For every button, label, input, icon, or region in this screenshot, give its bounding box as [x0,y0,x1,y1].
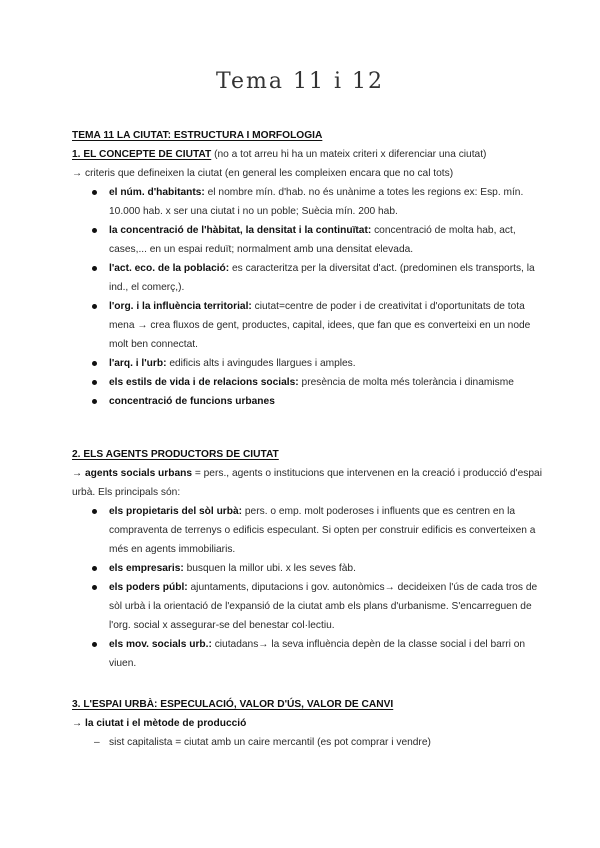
item-term: el núm. d'habitants: [109,187,205,198]
item-term: l'arq. i l'urb: [109,358,167,369]
item-text: busquen la millor ubi. x les seves fàb. [183,563,356,574]
main-heading: TEMA 11 LA CIUTAT: ESTRUCTURA I MORFOLOGIA [72,130,323,141]
section-2-intro-term: → agents socials urbans [72,468,193,479]
item-text: ciutat=centre de poder i de creativitat i d'oportunitats de tota mena → crea fluxos de gent, productes, capital, idees, que fan que es converteixi en un node molt ben connectat. [109,301,531,350]
item-term: els propietaris del sòl urbà: [109,506,243,517]
list-item [72,354,542,373]
item-text: pers. o emp. molt poderoses i influents que es centren en la compraventa de terrenys o edificis especulant. Si opten per construir edificis es converteixen a més en agents immobiliaris. [109,506,536,555]
list-item [72,578,542,635]
list-item [72,183,542,221]
item-term: l'org. i la influència territorial: [109,301,252,312]
section-2 [72,445,542,673]
list-item [72,502,542,559]
list-item [72,373,542,392]
list-item [72,259,542,297]
list-item [72,733,542,752]
item-term: l'act. eco. de la població: [109,263,230,274]
item-text: ajuntaments, diputacions i gov. autonòmics→ decideixen l'ús de cada tros de sòl urbà i la orientació de l'expansió de la ciutat amb els plans d'urbanisme. S'encarreguen de l'org. social x assegurar-se del benestar col·lectiu. [109,582,538,631]
item-text: el nombre mín. d'hab. no és unànime a totes les regions ex: Esp. mín. 10.000 hab. x ser una ciutat i no un poble; Suècia mín. 200 hab. [109,187,524,217]
page-title: Tema 11 i 12 [216,69,384,94]
section-1-list [72,183,542,411]
section-2-intro [72,464,542,502]
section-1-intro: → criteris que defineixen la ciutat (en general les compleixen encara que no cal tots) [72,168,454,179]
section-2-intro-text: = pers., agents o institucions que intervenen en la creació i producció d'espai urbà. Els principals són: [72,468,542,498]
section-1-heading: 1. EL CONCEPTE DE CIUTAT [72,149,212,160]
item-text: ciutadans→ la seva influència depèn de la classe social i del barri on viuen. [109,639,526,669]
section-3-intro: → la ciutat i el mètode de producció [72,718,247,729]
section-1-heading-line [72,145,542,164]
list-item [72,559,542,578]
item-term: els mov. socials urb.: [109,639,212,650]
list-item [72,635,542,673]
section-1-heading-note: (no a tot arreu hi ha un mateix criteri x diferenciar una ciutat) [211,149,487,160]
item-term: la concentració de l'hàbitat, la densitat i la continuïtat: [109,225,372,236]
item-term: concentració de funcions urbanes [109,396,275,407]
item-text: es caracteritza per la diversitat d'act. (predominen els transports, la ind., el comerç,). [109,263,535,293]
item-term: els poders públ: [109,582,188,593]
main-heading-block [72,126,542,145]
section-2-heading: 2. ELS AGENTS PRODUCTORS DE CIUTAT [72,449,279,460]
item-term: els empresaris: [109,563,184,574]
item-text: concentració de molta hab, act, cases,... en un espai reduït; normalment amb una densitat elevada. [109,225,516,255]
list-item [72,392,542,411]
section-3-list [72,733,542,752]
item-text: edificis alts i avingudes llargues i amples. [166,358,356,369]
list-item [72,297,542,354]
section-3-heading: 3. L'ESPAI URBÀ: ESPECULACIÓ, VALOR D'ÚS, VALOR DE CANVI [72,699,394,710]
item-term: els estils de vida i de relacions socials: [109,377,299,388]
section-3 [72,695,542,752]
section-1 [72,145,542,411]
item-text: sist capitalista = ciutat amb un caire mercantil (es pot comprar i vendre) [109,737,431,748]
item-text: presència de molta més tolerància i dinamisme [298,377,514,388]
list-item [72,221,542,259]
section-2-list [72,502,542,673]
